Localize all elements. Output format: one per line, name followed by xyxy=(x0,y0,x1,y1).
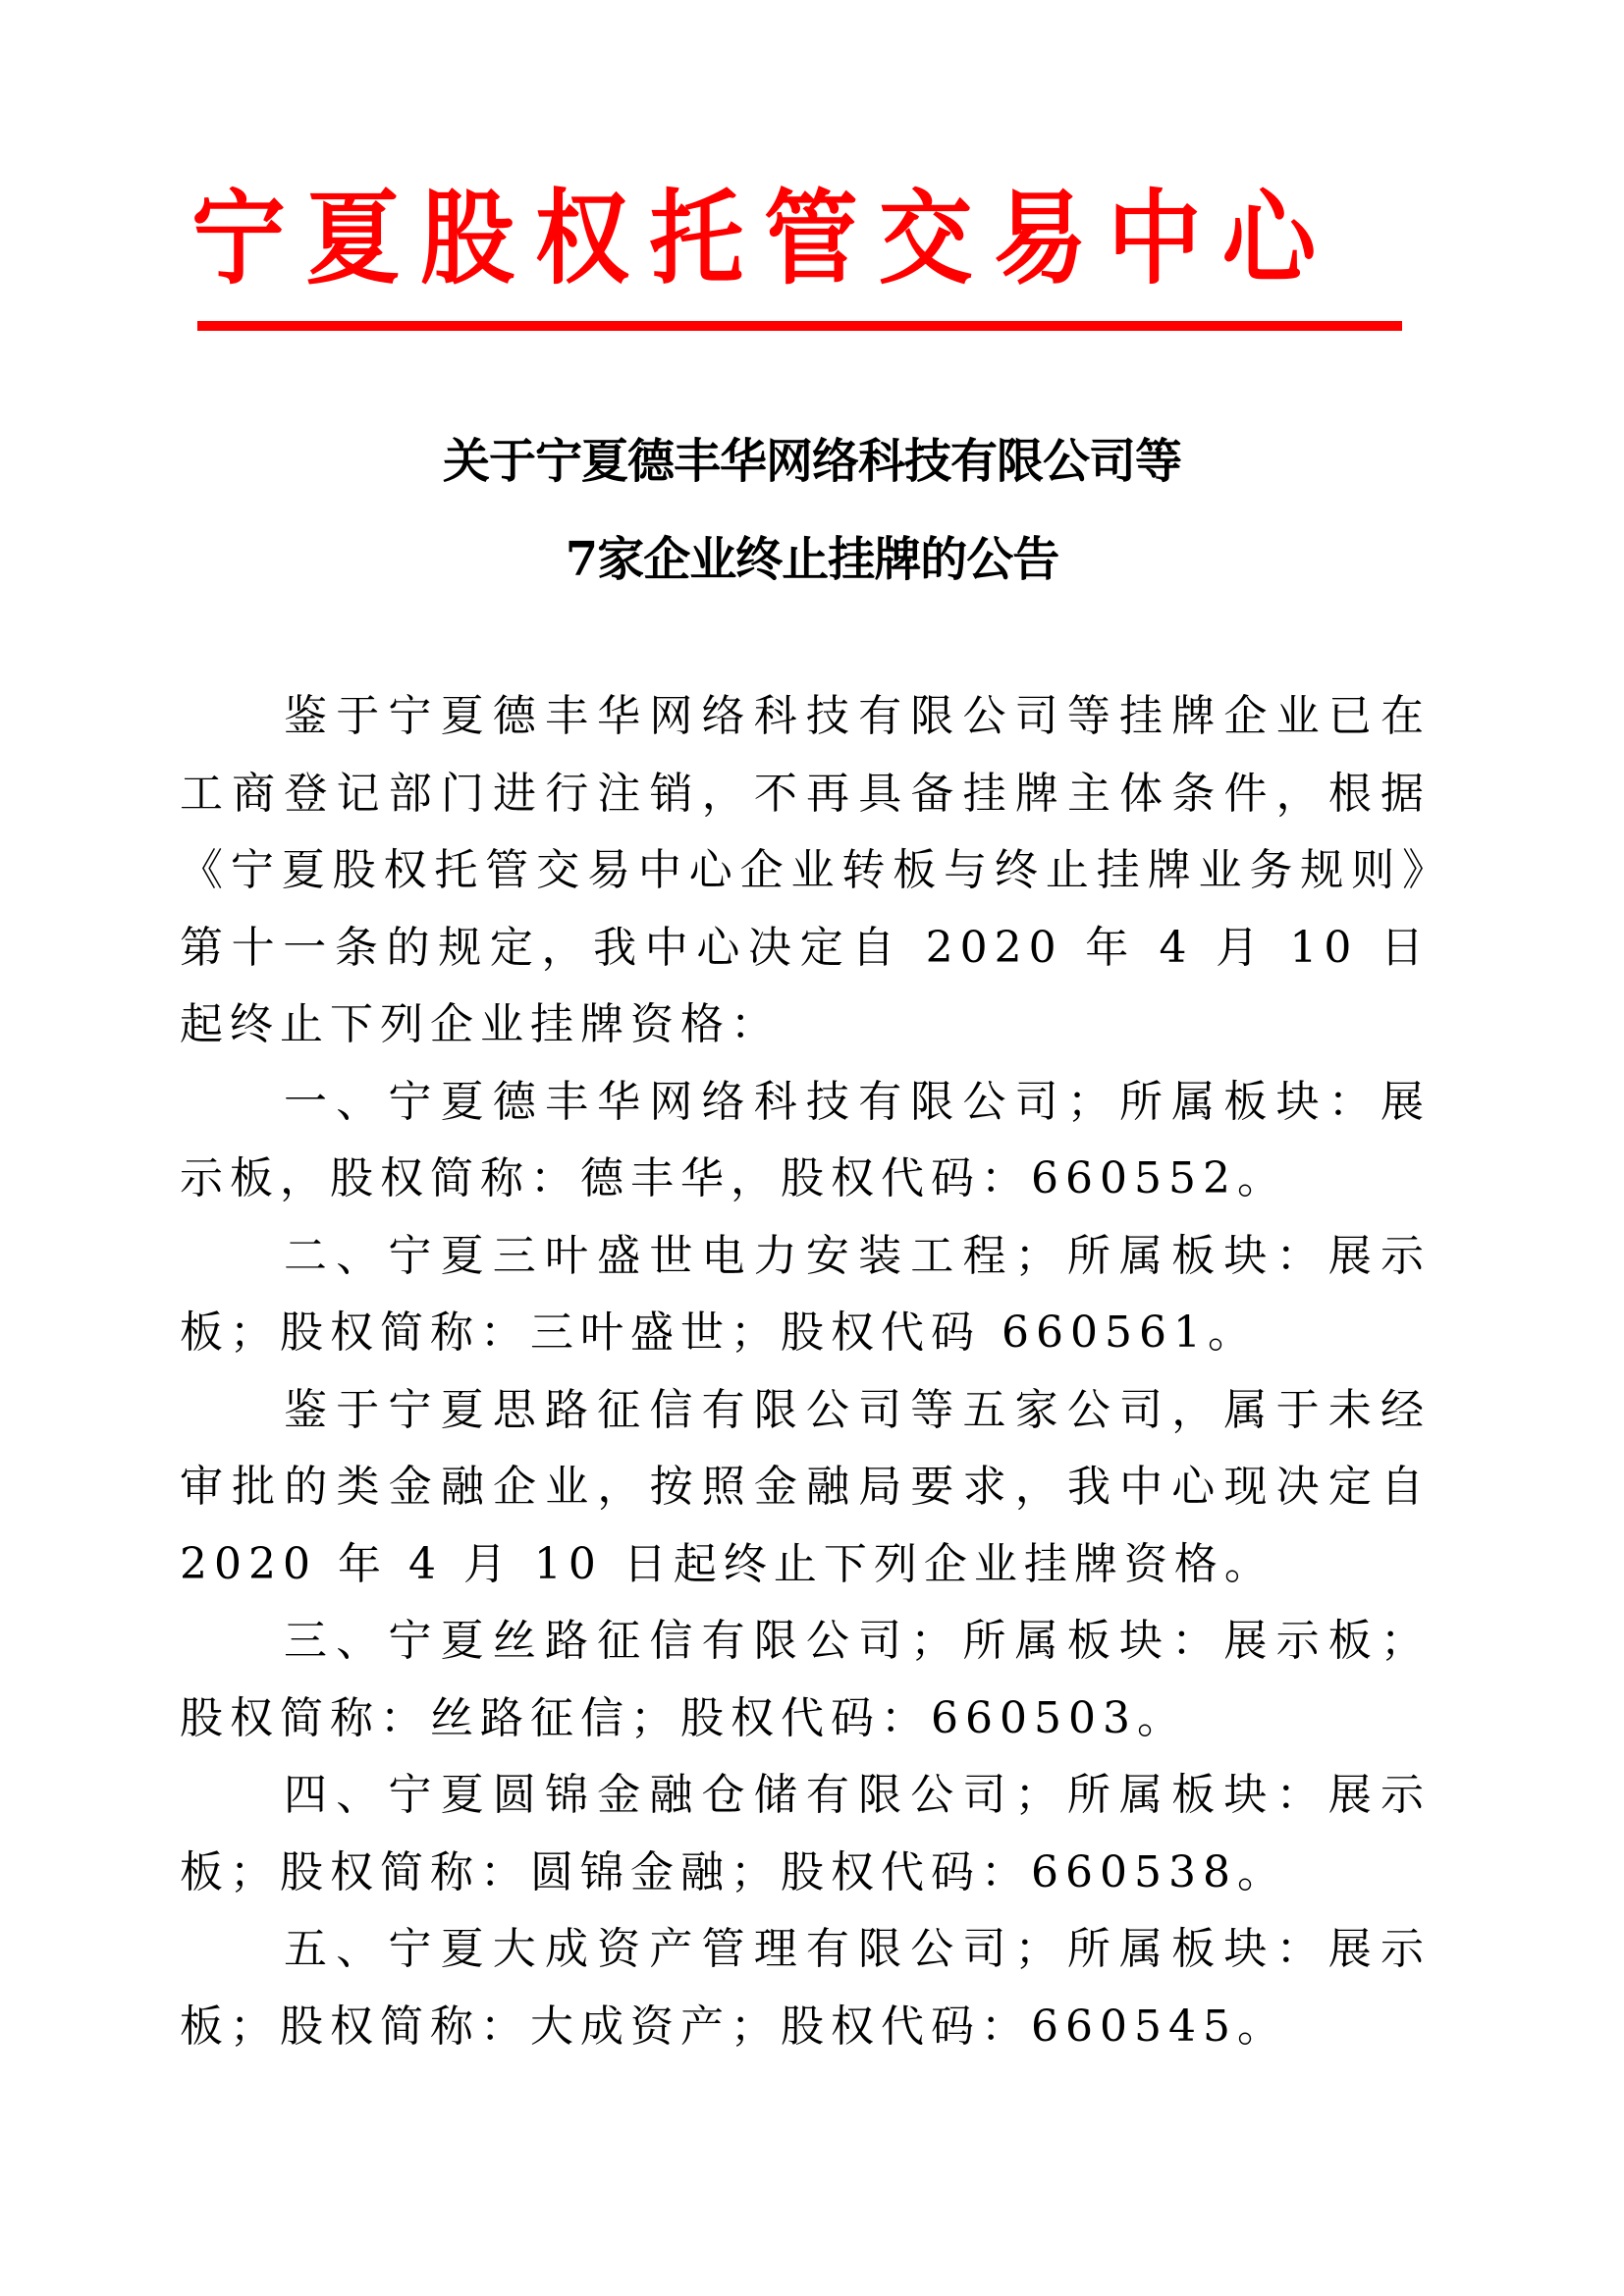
paragraph-intro-2: 鉴于宁夏思路征信有限公司等五家公司，属于未经审批的类金融企业，按照金融局要求，我中心现决定自 2020 年 4 月 10 日起终止下列企业挂牌资格。 xyxy=(180,1384,1431,1589)
letterhead-char: 易 xyxy=(993,179,1088,298)
letterhead-char: 心 xyxy=(1221,179,1317,298)
document-body xyxy=(180,678,1431,2065)
paragraph-item-1: 一、宁夏德丰华网络科技有限公司；所属板块：展示板，股权简称：德丰华，股权代码：660552。 xyxy=(180,1076,1431,1203)
document-title-line-2: 7家企业终止挂牌的公告 xyxy=(565,532,1059,587)
paragraph-intro-1: 鉴于宁夏德丰华网络科技有限公司等挂牌企业已在工商登记部门进行注销，不再具备挂牌主体条件，根据《宁夏股权托管交易中心企业转板与终止挂牌业务规则》第十一条的规定，我中心决定自 2020 年 4 月 10 日起终止下列企业挂牌资格： xyxy=(180,691,1431,1049)
letterhead-char: 股 xyxy=(420,179,514,298)
paragraph-item-4: 四、宁夏圆锦金融仓储有限公司；所属板块：展示板；股权简称：圆锦金融；股权代码：660538。 xyxy=(180,1770,1431,1897)
letterhead-char: 管 xyxy=(764,179,858,298)
paragraph-item-2: 二、宁夏三叶盛世电力安装工程；所属板块：展示板；股权简称：三叶盛世；股权代码 660561。 xyxy=(180,1230,1431,1358)
letterhead-char: 夏 xyxy=(305,179,401,298)
paragraph-item-3: 三、宁夏丝路征信有限公司；所属板块：展示板；股权简称：丝路征信；股权代码：660503。 xyxy=(180,1616,1431,1743)
letterhead-organization-name xyxy=(191,175,1316,302)
letterhead-char: 交 xyxy=(878,179,973,298)
letterhead-char: 权 xyxy=(534,179,629,298)
letterhead-char: 宁 xyxy=(191,179,286,298)
document-title-line-1: 关于宁夏德丰华网络科技有限公司等 xyxy=(442,434,1181,489)
paragraph-item-5: 五、宁夏大成资产管理有限公司；所属板块：展示板；股权简称：大成资产；股权代码：660545。 xyxy=(180,1924,1431,2052)
letterhead-char: 托 xyxy=(649,179,744,298)
letterhead-divider xyxy=(197,321,1402,331)
letterhead-char: 中 xyxy=(1107,179,1202,298)
